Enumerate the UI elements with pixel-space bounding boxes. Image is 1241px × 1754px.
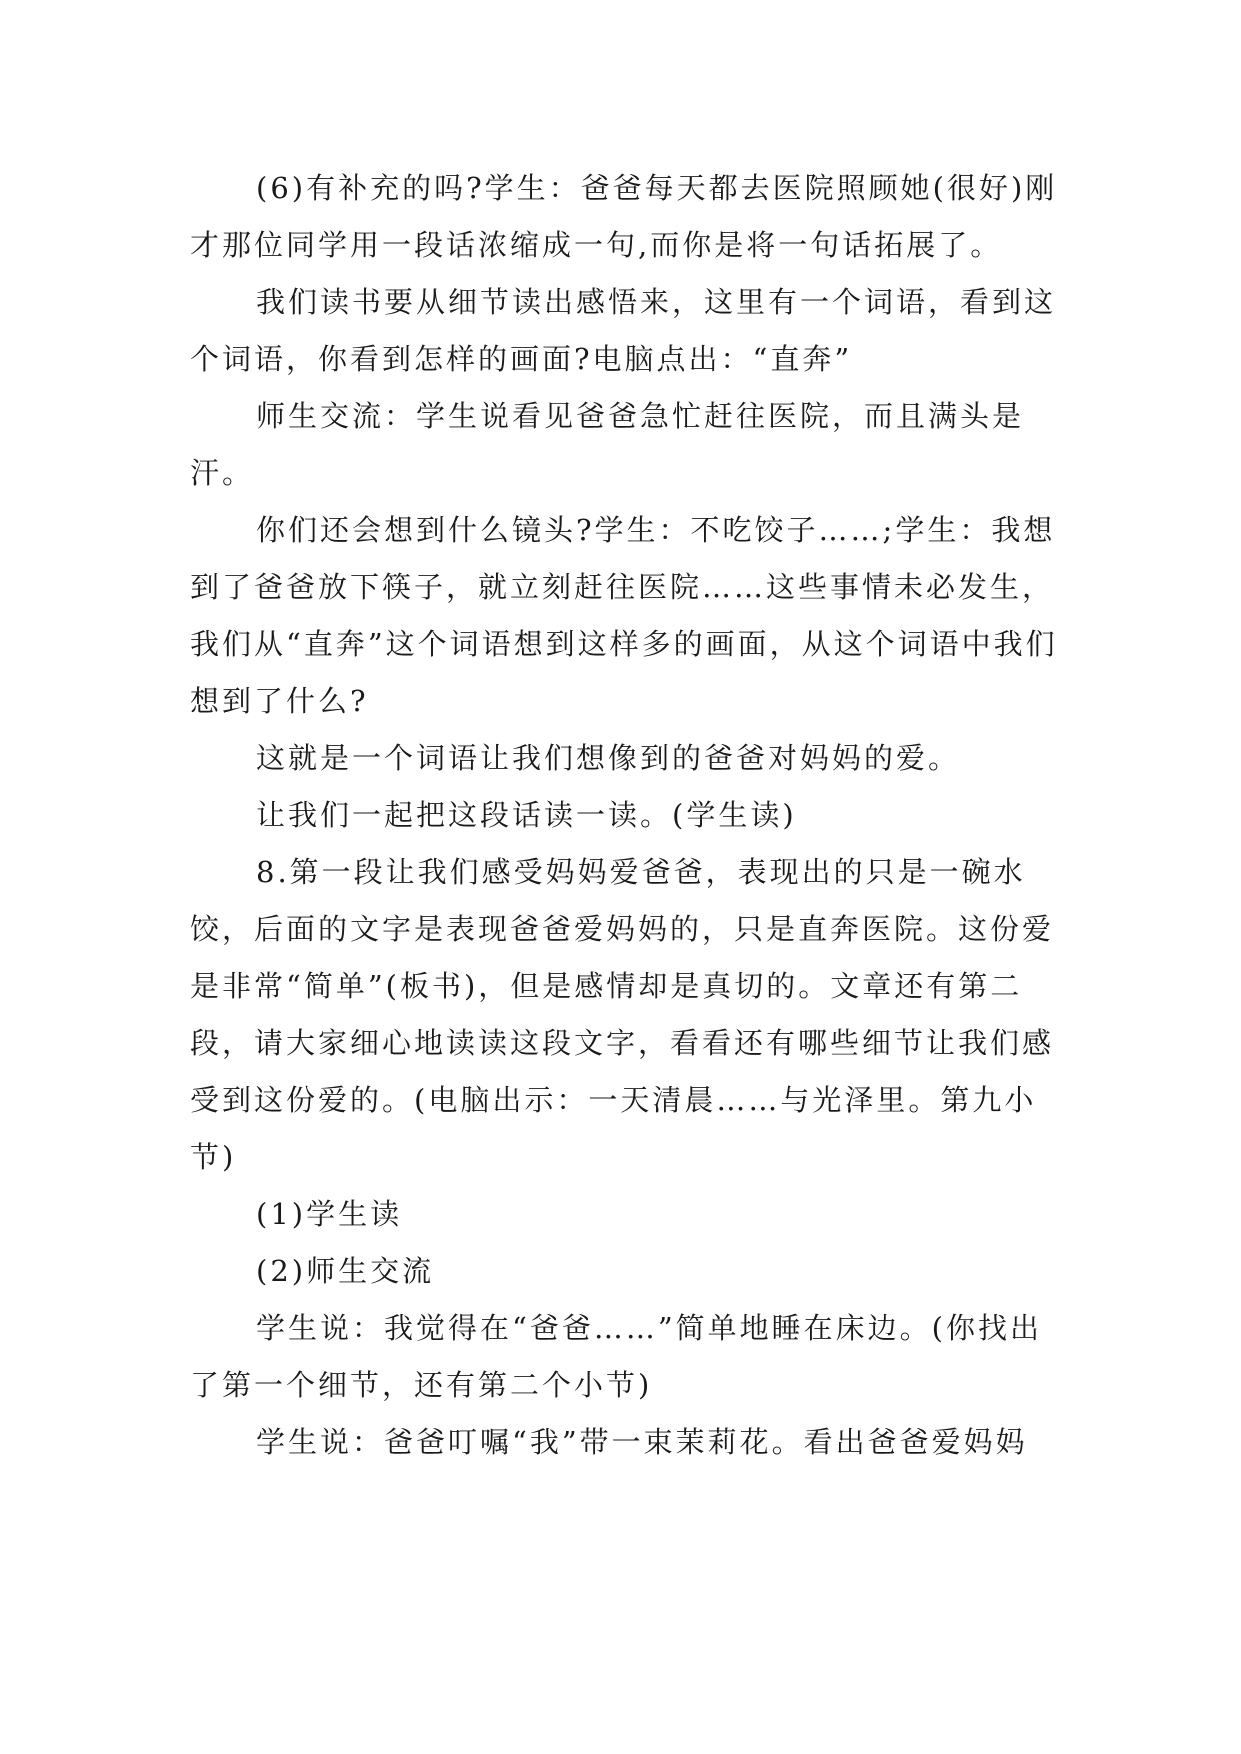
paragraph-11: 学生说：爸爸叮嘱“我”带一束茉莉花。看出爸爸爱妈妈 [256, 1425, 1028, 1459]
paragraph-3: 师生交流：学生说看见爸爸急忙赶往医院，而且满头是汗。 [190, 399, 1025, 490]
document-body [190, 160, 1070, 1471]
paragraph-7: 8.第一段让我们感受妈妈爱爸爸，表现出的只是一碗水饺，后面的文字是表现爸爸爱妈妈的，只是直奔医院。这份爱是非常“简单”(板书)，但是感情却是真切的。文章还有第二段，请大家细心地读读这段文字，看看还有哪些细节让我们感受到这份爱的。(电脑出示：一天清晨……与光泽里。第九小节) [190, 855, 1055, 1174]
paragraph-5: 这就是一个词语让我们想像到的爸爸对妈妈的爱。 [256, 741, 961, 775]
paragraph-8: (1)学生读 [256, 1197, 403, 1231]
paragraph-10: 学生说：我觉得在“爸爸……”简单地睡在床边。(你找出了第一个细节，还有第二个小节) [190, 1311, 1042, 1402]
paragraph-4: 你们还会想到什么镜头?学生：不吃饺子……;学生：我想到了爸爸放下筷子，就立刻赶往医院……这些事情未必发生，我们从“直奔”这个词语想到这样多的画面，从这个词语中我们想到了什么? [190, 513, 1058, 718]
paragraph-9: (2)师生交流 [256, 1254, 435, 1288]
paragraph-2: 我们读书要从细节读出感悟来，这里有一个词语，看到这个词语，你看到怎样的画面?电脑点出：“直奔” [190, 285, 1057, 376]
paragraph-1: (6)有补充的吗?学生：爸爸每天都去医院照顾她(很好)刚才那位同学用一段话浓缩成一句,而你是将一句话拓展了。 [190, 171, 1058, 262]
paragraph-6: 让我们一起把这段话读一读。(学生读) [256, 798, 797, 832]
